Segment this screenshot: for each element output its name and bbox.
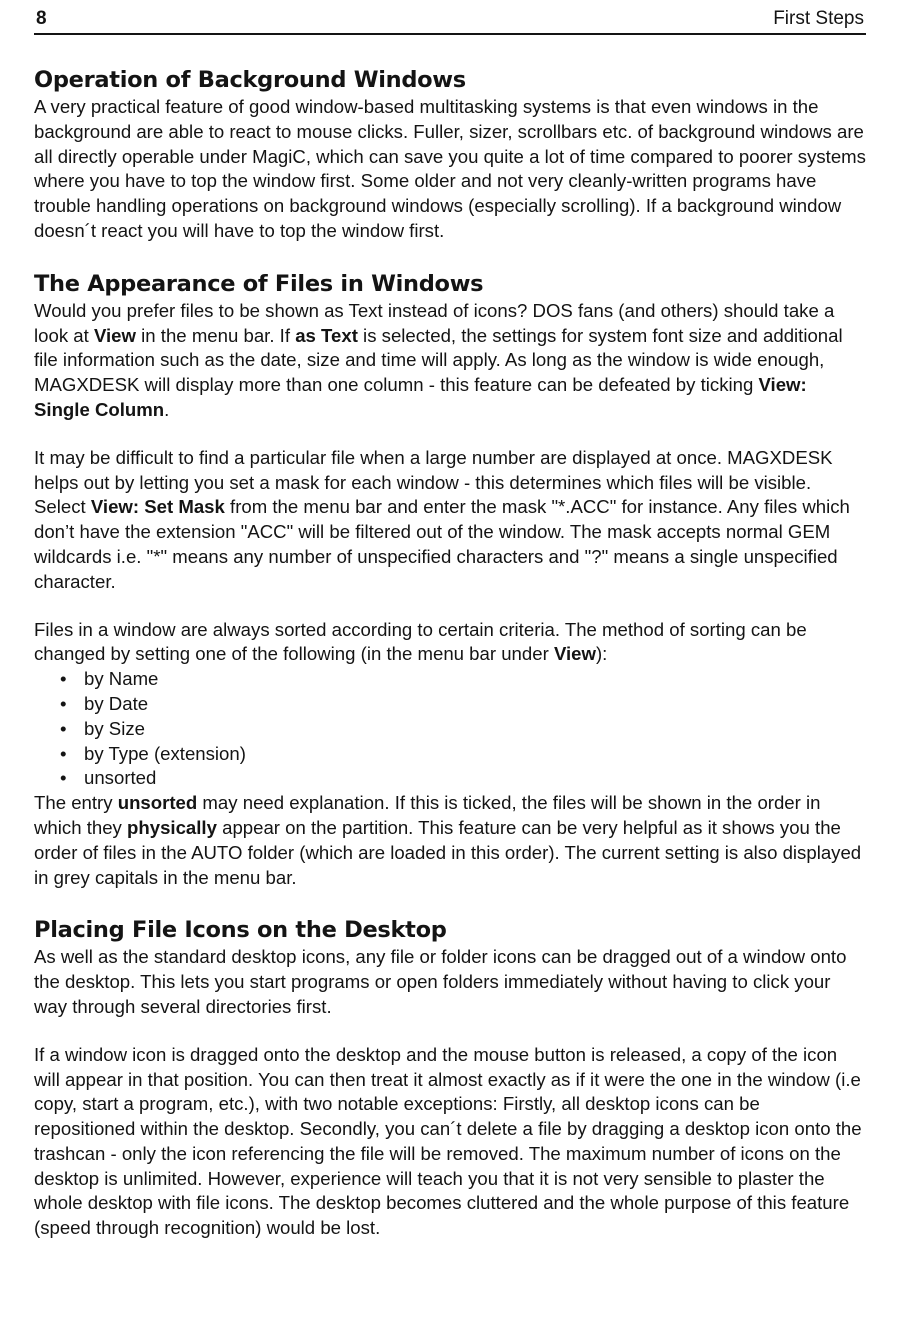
paragraph-appearance-3: Files in a window are always sorted according to certain criteria. The method of sorting can be changed by setting one of the following (in the menu bar under View): <box>34 618 807 665</box>
section-heading-placing-file-icons: Placing File Icons on the Desktop <box>34 917 447 944</box>
bullet-icon: • <box>60 692 67 714</box>
paragraph-appearance-4: The entry unsorted may need explanation. If this is ticked, the files will be shown in the order in which they physically appear on the partition. This feature can be very helpful as it shows you the order of files in the AUTO folder (which are loaded in this order). The current setting is also displayed in grey capitals in the menu bar. <box>34 792 862 888</box>
bullet-icon: • <box>60 717 67 739</box>
list-item: • by Name <box>56 667 866 692</box>
bullet-icon: • <box>60 742 67 764</box>
bullet-icon: • <box>60 668 67 690</box>
list-item: • unsorted <box>56 766 866 791</box>
paragraph-background-windows: A very practical feature of good window-based multitasking systems is that even windows in the background are able to react to mouse clicks. Fuller, sizer, scrollbars etc. of background windows are all directly operable under MagiC, which can save you quite a lot of time compared to poorer systems where you have to top the window first. Some older and not very cleanly-written programs have trouble handling operations on background windows (especially scrolling). If a background window doesn´t react you will have to top the window first. <box>34 96 866 241</box>
document-page <box>34 8 866 1241</box>
section-heading-appearance-of-files: The Appearance of Files in Windows <box>34 270 484 297</box>
list-item: • by Type (extension) <box>56 742 866 767</box>
paragraph-placing-icons-2: If a window icon is dragged onto the desktop and the mouse button is released, a copy of the icon will appear in that position. You can then treat it almost exactly as if it were the one in the window (i.e copy, start a program, etc.), with two notable exceptions: Firstly, all desktop icons can be repositioned within the desktop. Secondly, you can´t delete a file by dragging a desktop icon onto the trashcan - only the icon referencing the file will be removed. The maximum number of icons on the desktop is unlimited. However, experience will teach you that it is not very sensible to plaster the whole desktop with file icons. The desktop becomes cluttered and the whole purpose of this feature (speed through recognition) would be lost. <box>34 1043 862 1239</box>
paragraph-appearance-1: Would you prefer files to be shown as Text instead of icons? DOS fans (and others) should take a look at View in the menu bar. If as Text is selected, the settings for system font size and additional file information such as the date, size and time will apply. As long as the window is wide enough, MAGXDESK will display more than one column - this feature can be defeated by ticking View: Single Column. <box>34 299 843 420</box>
running-title: First Steps <box>773 8 864 29</box>
list-item: • by Date <box>56 692 866 717</box>
section-heading-background-windows: Operation of Background Windows <box>34 67 466 93</box>
paragraph-appearance-2: It may be difficult to find a particular file when a large number are displayed at once. MAGXDESK helps out by letting you set a mask for each window - this determines which files will be visible. Select View: Set Mask from the menu bar and enter the mask "*.ACC" for instance. Any files which don’t have the extension "ACC" will be filtered out of the window. The mask accepts normal GEM wildcards i.e. "*" means any number of unspecified characters and "?" means a single unspecified character. <box>34 446 850 592</box>
bullet-icon: • <box>60 767 67 789</box>
paragraph-placing-icons-1: As well as the standard desktop icons, any file or folder icons can be dragged out of a window onto the desktop. This lets you start programs or open folders immediately without having to click your way through several directories first. <box>34 946 847 1017</box>
list-item: • by Size <box>56 717 866 742</box>
sort-options-list <box>34 667 866 791</box>
page-number: 8 <box>36 8 47 29</box>
page-header <box>34 8 866 35</box>
